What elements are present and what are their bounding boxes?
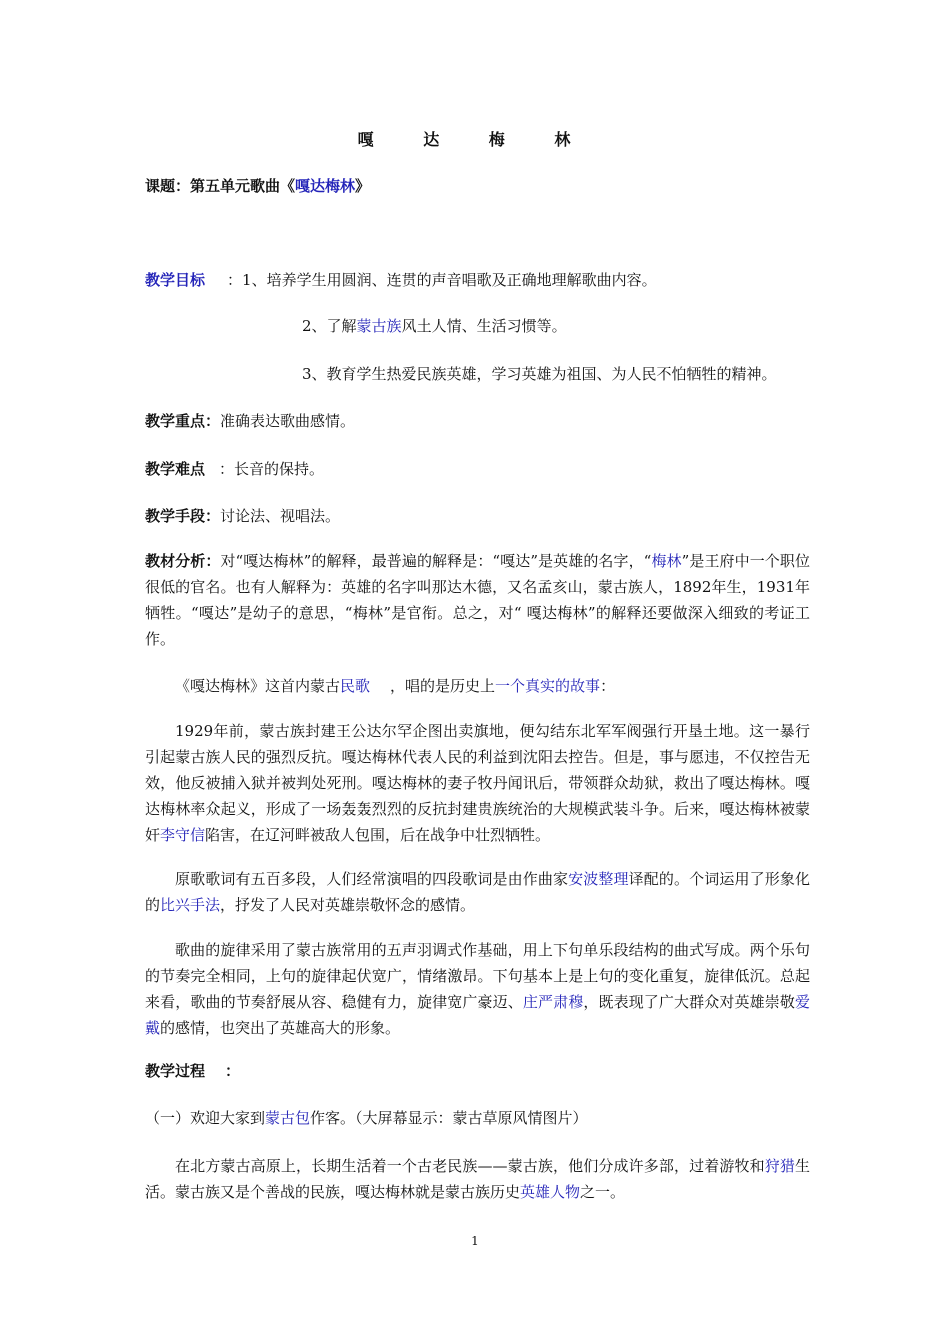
goals-line-2 [302,316,567,336]
analysis-text-3a: 1929年前，蒙古族封建王公达尔罕企图出卖旗地，便勾结东北军军阀强行开垦土地。这一暴行引起蒙古族人民的强烈反抗。嘎达梅林代表人民的利益到沈阳去控告。但是，事与愿违，不仅控告无效，他反被捕入狱并被判处死刑。嘎达梅林的妻子牧丹闻讯后，带领群众劫狱，救出了嘎达梅林。嘎达梅林率众起义，形成了一场轰轰烈烈的反抗封建贵族统治的大规模武装斗争。后来，嘎达梅林被蒙奸 [145,722,810,844]
subject-text: 第五单元歌曲《 [190,177,296,195]
hero-link[interactable]: 英雄人物 [520,1183,581,1201]
goal-item-2: 2、了解 [302,317,357,335]
analysis-text-1a: 对“嘎达梅林”的解释，最普遍的解释是：“嘎达”是英雄的名字，“ [220,552,652,570]
process-text-c: 之一。 [580,1183,626,1201]
process-text-b: 生活。蒙古族又是个善战的民族，嘎达梅林就是蒙古族历史 [145,1157,810,1201]
analysis-text-2a: 《嘎达梅林》这首内蒙古 [175,677,341,695]
process-label: 教学过程 [145,1062,206,1080]
means-text: 讨论法、视唱法。 [220,507,341,525]
document-title: 嘎 达 梅 林 [357,130,593,149]
process-paragraph [145,1153,810,1205]
analysis-text-2b: ，唱的是历史上 [390,677,496,695]
means-line [145,506,340,526]
meilin-link[interactable]: 梅林 [651,552,682,570]
step1-text-b: 作客。（大屏幕显示：蒙古草原风情图片） [310,1109,588,1127]
goal-item-1: 1、培养学生用圆润、连贯的声音唱歌及正确地理解歌曲内容。 [242,271,657,289]
analysis-paragraph-5 [145,937,810,1041]
analysis-text-4c: ，抒发了人民对英雄崇敬怀念的感情。 [220,896,476,914]
mongol-link[interactable]: 蒙古族 [356,317,402,335]
difficulty-text: 长音的保持。 [234,460,325,478]
anbo-link[interactable]: 安波整理 [568,870,629,888]
analysis-text-4a: 原歌歌词有五百多段，人们经常演唱的四段歌词是由作曲家 [175,870,569,888]
goals-sep: ： [227,271,243,289]
subject-close: 》 [355,177,371,195]
analysis-text-1b: ”是王府中一个职位很低的官名。也有人解释为：英雄的名字叫那达木德，又名孟亥山，蒙古族人，1892年生，1931年牺牲。“嘎达”是幼子的意思，“梅林”是官衔。总之，对“ 嘎达梅林”的解释还要做深入细致的考证工作。 [145,552,810,648]
goals-label-link[interactable]: 教学目标 [145,271,206,289]
goals-line-3 [302,364,777,384]
process-sep: ： [225,1062,241,1080]
analysis-text-5c: 的感情，也突出了英雄高大的形象。 [160,1019,401,1037]
solemn-link[interactable]: 庄严肃穆 [522,993,584,1011]
focus-text: 准确表达歌曲感情。 [220,412,356,430]
analysis-text-3b: 陷害，在辽河畔被敌人包围，后在战争中壮烈牺牲。 [205,826,551,844]
song-title-link[interactable]: 嘎达梅林 [295,177,356,195]
difficulty-label: 教学难点 [145,460,206,478]
process-text-a: 在北方蒙古高原上，长期生活着一个古老民族——蒙古族，他们分成许多部，过着游牧和 [175,1157,765,1175]
analysis-paragraph-1 [145,548,810,652]
page-number: 1 [471,1234,479,1248]
analysis-text-2c: ： [600,677,616,695]
analysis-text-5a: 歌曲的旋律采用了蒙古族常用的五声羽调式作基础，用上下句单乐段结构的曲式写成。两个乐句的节奏完全相同，上句的旋律起伏宽广，情绪激昂。下句基本上是上句的变化重复，旋律低沉。总起来看，歌曲的节奏舒展从容、稳健有力，旋律宽广豪迈、 [145,941,810,1011]
step1-text-a: （一）欢迎大家到 [145,1109,266,1127]
folk-song-link[interactable]: 民歌 [340,677,371,695]
process-step-1 [145,1108,588,1128]
li-shouxin-link[interactable]: 李守信 [160,826,206,844]
difficulty-line [145,459,324,479]
analysis-paragraph-4 [145,866,810,918]
goal-item-2-rest: 风土人情、生活习惯等。 [401,317,567,335]
goal-item-3: 3、教育学生热爱民族英雄，学习英雄为祖国、为人民不怕牺牲的精神。 [302,365,777,383]
focus-label: 教学重点： [145,412,221,430]
analysis-text-5b: ，既表现了广大群众对英雄崇敬 [583,993,795,1011]
goals-line-1 [145,270,657,290]
analysis-paragraph-3 [145,718,810,848]
yurt-link[interactable]: 蒙古包 [265,1109,311,1127]
analysis-paragraph-2 [145,673,810,699]
subject-line [145,176,370,196]
true-story-link[interactable]: 一个真实的故事 [495,677,601,695]
aidai-link[interactable]: 爱戴 [145,993,810,1037]
means-label: 教学手段： [145,507,221,525]
hunting-link[interactable]: 狩猎 [764,1157,795,1175]
focus-line [145,411,355,431]
analysis-label: 教材分析： [145,552,221,570]
difficulty-sep: ： [219,460,235,478]
bixing-link[interactable]: 比兴手法 [160,896,221,914]
subject-label: 课题： [145,177,191,195]
process-line [145,1061,240,1081]
analysis-text-4b: 译配的。个词运用了形象化的 [145,870,810,914]
